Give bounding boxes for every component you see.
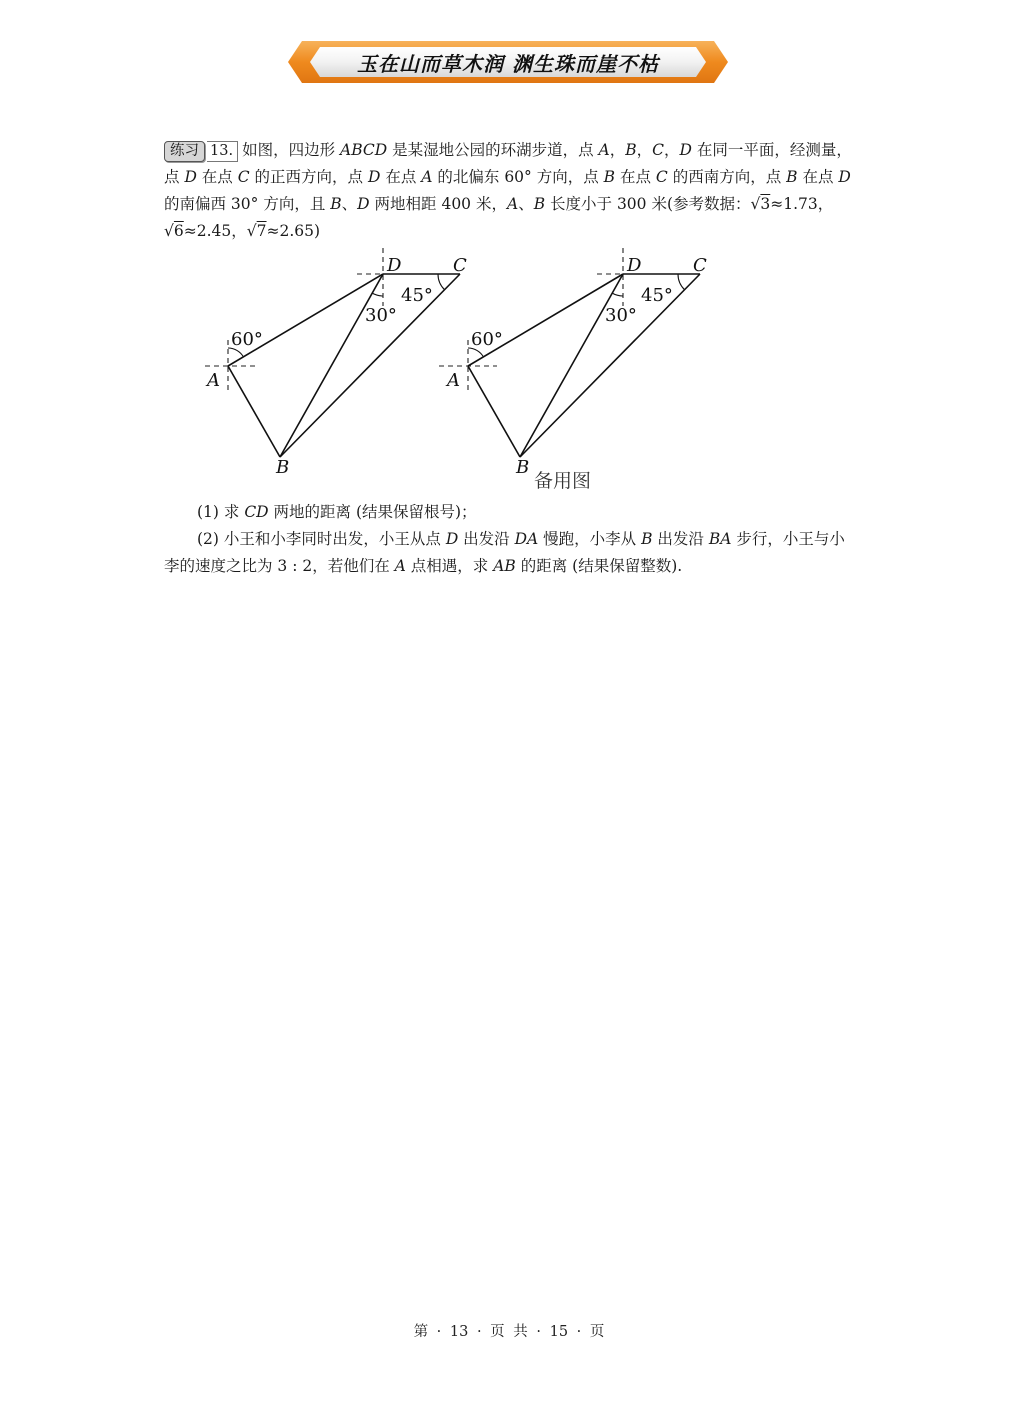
q-var: A [394,557,406,575]
q-var: B [786,168,798,186]
q-var: D [367,168,381,186]
q-radicand: 3 [760,195,771,213]
q-text: 在点 [797,168,839,186]
q-text: 的北偏东 60° 方向，点 [432,168,604,186]
q-text: 出发沿 [652,530,709,548]
q-var: A [598,141,610,159]
q-var: B [641,530,653,548]
q-var: D [838,168,851,186]
q-text: ， [609,141,626,159]
q-text: 在同一平面，经测量，点 [164,141,852,186]
q-text: 点相遇，求 [405,557,494,575]
q-var: B [625,141,637,159]
q-var: D [184,168,197,186]
point-b-label: B [276,457,290,478]
figure-spare [439,248,707,478]
angle-45-label: 45° [641,285,673,306]
q-text: 在点 [615,168,656,186]
q-text: 的南偏西 30° 方向，且 [164,195,331,213]
practice-tag: 练习 [164,141,205,162]
q-var: D [357,195,370,213]
q-var: A [506,195,519,213]
sub-question-2 [164,526,858,580]
q-text: 慢跑，小李从 [538,530,642,548]
point-b-label: B [516,457,530,478]
question-13 [164,137,858,245]
angle-30-label: 30° [365,305,397,326]
q-var: BA [708,530,732,548]
point-a-label: A [447,370,460,391]
q-text: 步行，小王与小李的速度之比为 3 : 2，若他们在 [164,530,845,575]
q-var: B [330,195,342,213]
angle-30-label: 30° [605,305,637,326]
spare-figure-caption: 备用图 [534,470,592,492]
q-text: 的正西方向，点 [249,168,368,186]
point-c-label: C [453,255,467,276]
q-text: 出发沿 [458,530,515,548]
q-text: 在点 [196,168,238,186]
angle-60-label: 60° [231,329,263,350]
q-text: ， [664,141,680,159]
sub-question-1 [164,499,858,526]
q-text: 两地的距离 (结果保留根号)； [268,503,477,521]
q-text: 两地相距 400 米， [369,195,507,213]
figure-main [205,248,467,478]
q-text: (2) 小王和小李同时出发，小王从点 [197,530,446,548]
point-d-label: D [387,255,402,276]
q-text: 的距离 (结果保留整数). [515,557,683,575]
q-text: 如图，四边形 [242,141,340,159]
point-a-label: A [207,370,220,391]
q-var: B [533,195,546,213]
q-var: CD [244,503,269,521]
banner-motto: 玉在山而草木润 渊生珠而崖不枯 [357,51,659,76]
q-text: (1) 求 [197,503,245,521]
q-radicand: 6 [173,222,184,240]
q-var: C [655,168,668,186]
q-text: ≈2.45，√ [183,222,257,240]
q-text: ， [636,141,653,159]
q-var: DA [514,530,539,548]
q-var: D [445,530,459,548]
angle-60-label: 60° [471,329,503,350]
point-d-label: D [627,255,642,276]
q-text: 在点 [380,168,422,186]
figure-diagrams [195,244,715,484]
q-text: 、 [518,195,534,213]
q-var: C [237,168,250,186]
q-var: AB [493,557,516,575]
q-var: ABCD [340,141,388,159]
q-var: C [652,141,665,159]
q-text: 的西南方向，点 [667,168,787,186]
point-c-label: C [693,255,707,276]
q-text: 是某湿地公园的环湖步道，点 [387,141,599,159]
q-radicand: 7 [256,222,267,240]
header-banner [288,41,728,83]
q-text: 、 [341,195,358,213]
q-text: 长度小于 300 米(参考数据：√ [545,195,761,213]
q-var: B [603,168,616,186]
q-var: D [679,141,692,159]
question-number: 13. [207,141,238,162]
q-text: ≈1.73，√ [164,195,834,240]
angle-45-label: 45° [401,285,433,306]
q-text: ≈2.65) [266,222,321,240]
q-var: A [421,168,433,186]
page-footer: 第 · 13 · 页 共 · 15 · 页 [413,1324,605,1340]
